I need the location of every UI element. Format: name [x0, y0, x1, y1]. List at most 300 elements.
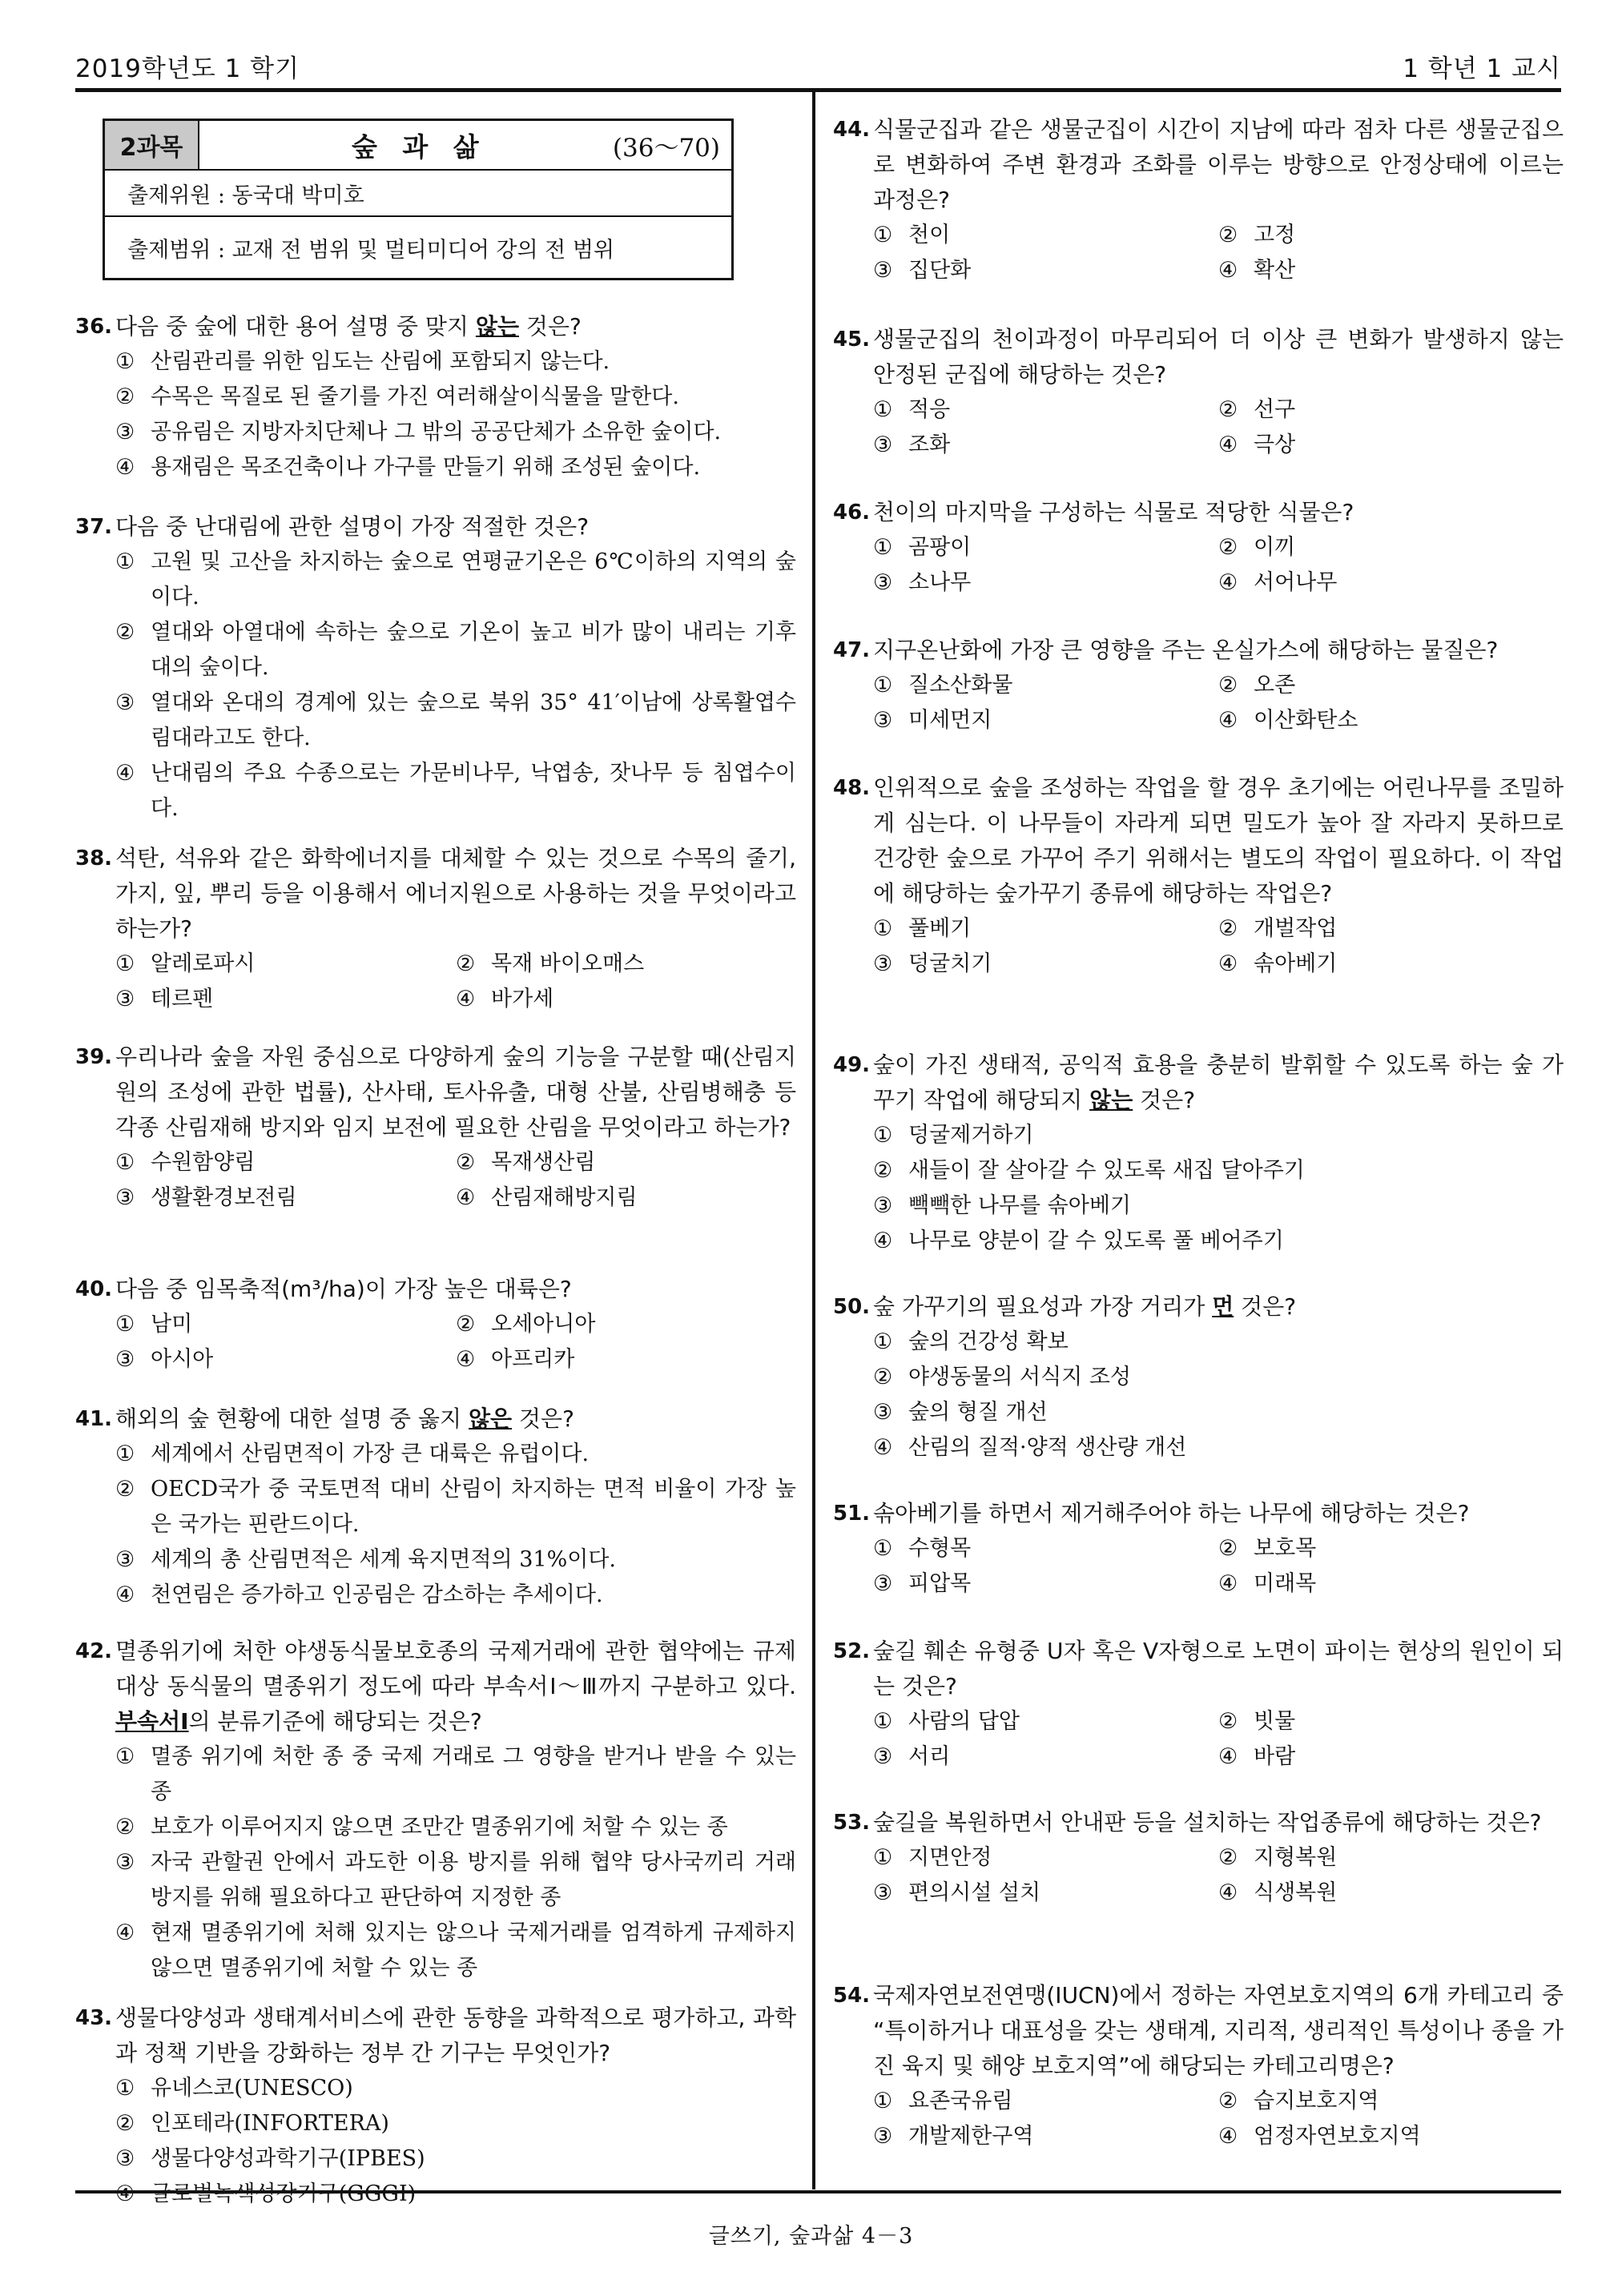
question-stem — [833, 112, 1564, 218]
question-stem — [833, 1805, 1564, 1840]
question-stem — [833, 1634, 1564, 1704]
answer-option[interactable] — [873, 2119, 1218, 2154]
answer-option[interactable] — [115, 1180, 456, 1216]
question-stem — [833, 633, 1564, 668]
answer-option[interactable] — [873, 911, 1218, 947]
option-text: 지면안정 — [908, 1845, 992, 1870]
question-number: 47. — [833, 638, 871, 662]
option-mark: ③ — [115, 1185, 135, 1210]
question-stem — [833, 1047, 1564, 1118]
option-text: 사람의 답압 — [908, 1709, 1020, 1734]
answer-option[interactable] — [115, 1437, 796, 1472]
option-text: 공유림은 지방자치단체나 그 밖의 공공단체가 소유한 숲이다. — [151, 420, 722, 444]
option-text: 산림관리를 위한 임도는 산림에 포함되지 않는다. — [151, 349, 610, 374]
answer-option[interactable] — [115, 545, 796, 615]
option-text: 고정 — [1254, 223, 1296, 247]
option-text: 극상 — [1254, 432, 1296, 457]
option-text: 새들이 잘 살아갈 수 있도록 새집 달아주기 — [908, 1158, 1305, 1183]
subject-name: 숲 과 삶 — [352, 131, 487, 163]
option-list — [873, 2084, 1564, 2154]
answer-option[interactable] — [873, 1360, 1564, 1395]
option-mark: ④ — [1218, 951, 1238, 976]
question-text: 지구온난화에 가장 큰 영향을 주는 온실가스에 해당하는 물질은? — [873, 637, 1499, 663]
option-text: 소나무 — [908, 570, 972, 595]
question-38 — [75, 841, 796, 1017]
question-number: 40. — [75, 1277, 113, 1301]
answer-option[interactable] — [873, 1325, 1564, 1360]
answer-option[interactable] — [1218, 218, 1564, 253]
answer-option[interactable] — [873, 1153, 1564, 1188]
answer-option[interactable] — [873, 253, 1218, 288]
option-mark: ② — [1218, 535, 1238, 560]
question-number: 37. — [75, 515, 113, 539]
option-mark: ② — [115, 384, 135, 409]
option-mark: ② — [1218, 2089, 1238, 2113]
option-text: 빽빽한 나무를 솎아베기 — [908, 1193, 1131, 1218]
question-number: 50. — [833, 1295, 871, 1319]
subject-box — [103, 119, 734, 280]
answer-option[interactable] — [115, 1342, 456, 1377]
option-text: 생활환경보전림 — [151, 1185, 297, 1210]
option-text: 피압목 — [908, 1571, 972, 1596]
option-mark: ④ — [115, 761, 135, 786]
option-mark: ③ — [873, 1400, 893, 1425]
answer-option[interactable] — [115, 756, 796, 826]
answer-option[interactable] — [115, 1542, 796, 1578]
answer-option[interactable] — [115, 1307, 456, 1342]
option-text: 멸종 위기에 처한 종 중 국제 거래로 그 영향을 받거나 받을 수 있는 종 — [151, 1744, 796, 1804]
option-list — [115, 344, 796, 485]
option-text: 덩굴치기 — [908, 951, 992, 976]
answer-option[interactable] — [115, 1845, 796, 1916]
answer-option[interactable] — [115, 450, 796, 485]
answer-option[interactable] — [873, 1840, 1218, 1876]
option-text: 아프리카 — [491, 1347, 575, 1372]
option-mark: ① — [115, 2076, 135, 2101]
question-52 — [833, 1634, 1564, 1775]
question-40 — [75, 1272, 796, 1377]
emphasis-word: 않는 — [475, 313, 519, 340]
option-text: 적응 — [908, 397, 951, 422]
answer-option[interactable] — [456, 982, 796, 1017]
option-list — [873, 530, 1564, 601]
answer-option[interactable] — [115, 1810, 796, 1845]
question-number: 53. — [833, 1811, 871, 1835]
question-text: 숲길을 복원하면서 안내판 등을 설치하는 작업종류에 해당하는 것은? — [873, 1809, 1542, 1836]
option-mark: ① — [873, 1123, 893, 1148]
option-text: 엄정자연보호지역 — [1254, 2124, 1421, 2149]
answer-option[interactable] — [115, 1916, 796, 1986]
answer-option[interactable] — [873, 1430, 1564, 1466]
option-text: 개벌작업 — [1254, 916, 1338, 941]
question-number: 39. — [75, 1045, 113, 1069]
question-text: 멸종위기에 처한 야생동식물보호종의 국제거래에 관한 협약에는 규제 대상 동식물의 멸종위기 정도에 따라 부속서Ⅰ～Ⅲ까지 구분하고 있다. 부속서Ⅰ의 분류기준에 해당되는 것은? — [115, 1638, 796, 1735]
answer-option[interactable] — [115, 380, 796, 415]
option-text: 오존 — [1254, 673, 1296, 698]
question-stem — [75, 509, 796, 545]
option-list — [873, 392, 1564, 463]
answer-option[interactable] — [1218, 530, 1564, 565]
option-mark: ④ — [1218, 570, 1238, 595]
answer-option[interactable] — [115, 1145, 456, 1180]
option-list — [873, 218, 1564, 288]
question-stem — [75, 1272, 796, 1307]
option-mark: ④ — [1218, 1571, 1238, 1596]
option-mark: ① — [873, 397, 893, 422]
option-mark: ② — [456, 951, 476, 976]
option-mark: ③ — [115, 1850, 135, 1875]
option-text: 보호목 — [1254, 1536, 1317, 1561]
option-mark: ③ — [115, 987, 135, 1011]
option-mark: ③ — [115, 2146, 135, 2171]
question-51 — [833, 1496, 1564, 1602]
option-text: 수원함양림 — [151, 1150, 256, 1175]
answer-option[interactable] — [1218, 668, 1564, 703]
option-mark: ① — [873, 1329, 893, 1354]
option-text: 선구 — [1254, 397, 1296, 422]
answer-option[interactable] — [873, 1224, 1564, 1259]
option-mark: ① — [873, 916, 893, 941]
option-list — [873, 911, 1564, 982]
answer-option[interactable] — [873, 428, 1218, 463]
question-number: 49. — [833, 1053, 871, 1077]
option-mark: ④ — [873, 1435, 893, 1460]
question-39 — [75, 1039, 796, 1216]
answer-option[interactable] — [1218, 703, 1564, 738]
answer-option[interactable] — [456, 1145, 796, 1180]
option-text: 인포테라(INFORTERA) — [151, 2111, 389, 2136]
question-stem — [833, 1978, 1564, 2084]
option-mark: ② — [115, 1477, 135, 1502]
question-number: 38. — [75, 846, 113, 871]
answer-option[interactable] — [115, 2106, 796, 2141]
option-mark: ② — [1218, 1536, 1238, 1561]
emphasis-word: 않은 — [468, 1405, 513, 1432]
answer-option[interactable] — [873, 1531, 1218, 1566]
answer-option[interactable] — [1218, 392, 1564, 428]
option-mark: ④ — [115, 1582, 135, 1607]
option-text: 숲의 건강성 확보 — [908, 1329, 1069, 1354]
question-number: 54. — [833, 1984, 871, 2008]
option-text: 용재림은 목조건축이나 가구를 만들기 위해 조성된 숲이다. — [151, 455, 701, 480]
option-list — [115, 1307, 796, 1377]
header-rule — [75, 88, 1561, 92]
question-number: 51. — [833, 1502, 871, 1526]
question-text: 다음 중 난대림에 관한 설명이 가장 적절한 것은? — [115, 513, 590, 540]
option-mark: ③ — [873, 708, 893, 733]
answer-option[interactable] — [873, 392, 1218, 428]
answer-option[interactable] — [873, 1739, 1218, 1775]
question-stem — [833, 1289, 1564, 1325]
option-mark: ③ — [873, 1880, 893, 1905]
option-text: 서리 — [908, 1744, 951, 1769]
option-mark: ④ — [1218, 1880, 1238, 1905]
answer-option[interactable] — [115, 1472, 796, 1542]
answer-option[interactable] — [1218, 1876, 1564, 1911]
option-mark: ② — [115, 2111, 135, 2136]
question-44 — [833, 112, 1564, 288]
option-mark: ② — [1218, 1709, 1238, 1734]
option-text: 난대림의 주요 수종으로는 가문비나무, 낙엽송, 잣나무 등 침엽수이다. — [151, 761, 796, 821]
answer-option[interactable] — [1218, 428, 1564, 463]
question-text: 숲이 가진 생태적, 공익적 효용을 충분히 발휘할 수 있도록 하는 숲 가꾸기 작업에 해당되지 않는 것은? — [873, 1051, 1564, 1113]
answer-option[interactable] — [115, 2071, 796, 2106]
answer-option[interactable] — [1218, 1531, 1564, 1566]
answer-option[interactable] — [456, 1342, 796, 1377]
answer-option[interactable] — [873, 1876, 1218, 1911]
option-text: 세계의 총 산림면적은 세계 육지면적의 31%이다. — [151, 1547, 616, 1572]
answer-option[interactable] — [115, 686, 796, 756]
answer-option[interactable] — [1218, 1739, 1564, 1775]
answer-option[interactable] — [456, 1180, 796, 1216]
option-mark: ④ — [1218, 432, 1238, 457]
option-mark: ③ — [873, 570, 893, 595]
question-text: 다음 중 숲에 대한 용어 설명 중 맞지 않는 것은? — [115, 313, 582, 340]
question-50 — [833, 1289, 1564, 1466]
question-text: 석탄, 석유와 같은 화학에너지를 대체할 수 있는 것으로 수목의 줄기, 가지, 잎, 뿌리 등을 이용해서 에너지원으로 사용하는 것을 무엇이라고 하는가? — [115, 845, 796, 942]
answer-option[interactable] — [1218, 2084, 1564, 2119]
question-49 — [833, 1047, 1564, 1259]
emphasis-word: 부속서Ⅰ — [115, 1708, 189, 1735]
option-list — [115, 1739, 796, 1986]
option-mark: ① — [873, 2089, 893, 2113]
option-text: 천이 — [908, 223, 951, 247]
option-text: 바가세 — [491, 987, 554, 1011]
option-mark: ③ — [873, 1571, 893, 1596]
option-text: 보호가 이루어지지 않으면 조만간 멸종위기에 처할 수 있는 종 — [151, 1815, 728, 1840]
question-text: 인위적으로 숲을 조성하는 작업을 할 경우 초기에는 어린나무를 조밀하게 심는다. 이 나무들이 자라게 되면 밀도가 높아 잘 자라지 못하므로 건강한 숲으로 가꾸어 주기 위해서는 별도의 작업이 필요하다. 이 작업에 해당하는 숲가꾸기 종류에 해당하는 작업은? — [873, 774, 1564, 907]
option-mark: ① — [873, 223, 893, 247]
option-text: 목재생산림 — [491, 1150, 596, 1175]
answer-option[interactable] — [873, 530, 1218, 565]
question-text: 식물군집과 같은 생물군집이 시간이 지남에 따라 점차 다른 생물군집으로 변화하여 주변 환경과 조화를 이루는 방향으로 안정상태에 이르는 과정은? — [873, 116, 1564, 213]
option-text: 산림의 질적·양적 생산량 개선 — [908, 1435, 1187, 1460]
question-number: 46. — [833, 501, 871, 525]
option-mark: ① — [873, 535, 893, 560]
footer-rule — [75, 2190, 1561, 2193]
answer-option[interactable] — [873, 703, 1218, 738]
answer-option[interactable] — [115, 415, 796, 450]
option-mark: ② — [1218, 223, 1238, 247]
option-text: 바람 — [1254, 1744, 1296, 1769]
question-text: 다음 중 임목축적(m³/ha)이 가장 높은 대륙은? — [115, 1276, 572, 1302]
answer-option[interactable] — [873, 947, 1218, 982]
option-text: 유네스코(UNESCO) — [151, 2076, 353, 2101]
option-text: 야생동물의 서식지 조성 — [908, 1365, 1131, 1389]
option-list — [873, 668, 1564, 738]
question-number: 41. — [75, 1407, 113, 1431]
option-text: 확산 — [1254, 258, 1296, 283]
option-text: 글로벌녹색성장기구(GGGI) — [151, 2181, 417, 2206]
option-text: 목재 바이오매스 — [491, 951, 645, 976]
option-text: 풀베기 — [908, 916, 972, 941]
answer-option[interactable] — [1218, 565, 1564, 601]
question-number: 42. — [75, 1639, 113, 1663]
answer-option[interactable] — [1218, 1840, 1564, 1876]
option-text: 솎아베기 — [1254, 951, 1338, 976]
option-mark: ③ — [873, 1193, 893, 1218]
option-mark: ④ — [456, 1347, 476, 1372]
option-mark: ④ — [456, 1185, 476, 1210]
option-mark: ③ — [115, 1547, 135, 1572]
answer-option[interactable] — [873, 668, 1218, 703]
option-text: 남미 — [151, 1312, 193, 1337]
option-list — [115, 545, 796, 826]
question-46 — [833, 495, 1564, 601]
option-text: 열대와 아열대에 속하는 숲으로 기온이 높고 비가 많이 내리는 기후대의 숲이다. — [151, 620, 796, 680]
option-text: 이산화탄소 — [1254, 708, 1358, 733]
option-text: 미세먼지 — [908, 708, 992, 733]
question-stem — [75, 841, 796, 947]
option-list — [873, 1704, 1564, 1775]
option-mark: ③ — [873, 1744, 893, 1769]
option-text: 지형복원 — [1254, 1845, 1338, 1870]
answer-option[interactable] — [1218, 911, 1564, 947]
option-mark: ② — [873, 1365, 893, 1389]
option-text: 수형목 — [908, 1536, 972, 1561]
answer-option[interactable] — [115, 2141, 796, 2177]
option-mark: ④ — [1218, 1744, 1238, 1769]
option-list — [115, 947, 796, 1017]
option-mark: ② — [1218, 673, 1238, 698]
answer-option[interactable] — [873, 1188, 1564, 1224]
option-mark: ② — [456, 1312, 476, 1337]
option-mark: ④ — [1218, 258, 1238, 283]
question-text: 천이의 마지막을 구성하는 식물로 적당한 식물은? — [873, 499, 1354, 525]
answer-option[interactable] — [873, 565, 1218, 601]
answer-option[interactable] — [115, 947, 456, 982]
answer-option[interactable] — [115, 2177, 796, 2212]
answer-option[interactable] — [873, 1704, 1218, 1739]
subject-scope: 출제범위 : 교재 전 범위 및 멀티미디어 강의 전 범위 — [127, 237, 614, 263]
option-text: 요존국유림 — [908, 2089, 1013, 2113]
question-37 — [75, 509, 796, 826]
emphasis-word: 먼 — [1212, 1293, 1234, 1320]
answer-option[interactable] — [456, 947, 796, 982]
question-stem — [75, 309, 796, 344]
question-text: 솎아베기를 하면서 제거해주어야 하는 나무에 해당하는 것은? — [873, 1500, 1470, 1526]
option-mark: ② — [1218, 1845, 1238, 1870]
option-text: 서어나무 — [1254, 570, 1338, 595]
option-mark: ① — [873, 1536, 893, 1561]
header-grade-period: 1 학년 1 교시 — [1403, 54, 1561, 83]
answer-option[interactable] — [456, 1307, 796, 1342]
option-mark: ② — [115, 620, 135, 645]
option-mark: ① — [115, 951, 135, 976]
option-text: 세계에서 산림면적이 가장 큰 대륙은 유럽이다. — [151, 1442, 590, 1466]
subject-label: 2과목 — [105, 121, 199, 169]
option-mark: ② — [456, 1150, 476, 1175]
option-mark: ① — [115, 1150, 135, 1175]
option-text: 자국 관할권 안에서 과도한 이용 방지를 위해 협약 당사국끼리 거래 방지를 위해 필요하다고 판단하여 지정한 종 — [151, 1850, 796, 1910]
answer-option[interactable] — [115, 344, 796, 380]
option-mark: ③ — [115, 690, 135, 715]
option-list — [873, 1325, 1564, 1466]
answer-option[interactable] — [115, 1578, 796, 1613]
option-mark: ② — [1218, 916, 1238, 941]
option-text: 나무로 양분이 갈 수 있도록 풀 베어주기 — [908, 1228, 1284, 1253]
option-text: 알레로파시 — [151, 951, 256, 976]
option-mark: ① — [873, 1709, 893, 1734]
option-mark: ② — [873, 1158, 893, 1183]
question-number: 43. — [75, 2006, 113, 2030]
option-mark: ③ — [115, 420, 135, 444]
option-mark: ③ — [873, 2124, 893, 2149]
option-text: 열대와 온대의 경계에 있는 숲으로 북위 35° 41′이남에 상록활엽수림대라고도 한다. — [151, 690, 796, 750]
answer-option[interactable] — [1218, 253, 1564, 288]
answer-option[interactable] — [873, 1566, 1218, 1602]
option-list — [873, 1840, 1564, 1911]
column-divider — [812, 91, 815, 2189]
question-stem — [833, 1496, 1564, 1531]
option-mark: ④ — [1218, 2124, 1238, 2149]
option-mark: ② — [1218, 397, 1238, 422]
answer-option[interactable] — [873, 1118, 1564, 1153]
option-mark: ④ — [873, 1228, 893, 1253]
question-number: 48. — [833, 776, 871, 800]
option-text: 숲의 형질 개선 — [908, 1400, 1048, 1425]
question-43 — [75, 2000, 796, 2212]
option-text: 조화 — [908, 432, 951, 457]
option-text: 질소산화물 — [908, 673, 1013, 698]
question-45 — [833, 322, 1564, 463]
emphasis-word: 않는 — [1089, 1087, 1133, 1113]
option-mark: ① — [115, 1442, 135, 1466]
question-stem — [833, 322, 1564, 392]
header-semester: 2019학년도 1 학기 — [75, 54, 300, 83]
answer-option[interactable] — [115, 1739, 796, 1810]
option-text: 오세아니아 — [491, 1312, 596, 1337]
answer-option[interactable] — [115, 615, 796, 686]
question-text: 국제자연보전연맹(IUCN)에서 정하는 자연보호지역의 6개 카테고리 중 “특이하거나 대표성을 갖는 생태계, 지리적, 생리적인 특성이나 종을 가진 육지 및 해양 보호지역”에 해당되는 카테고리명은? — [873, 1982, 1564, 2079]
answer-option[interactable] — [115, 982, 456, 1017]
answer-option[interactable] — [873, 1395, 1564, 1430]
question-54 — [833, 1978, 1564, 2154]
question-number: 52. — [833, 1639, 871, 1663]
question-text: 숲길 훼손 유형중 U자 혹은 V자형으로 노면이 파이는 현상의 원인이 되는 것은? — [873, 1638, 1564, 1699]
answer-option[interactable] — [1218, 2119, 1564, 2154]
option-mark: ① — [873, 1845, 893, 1870]
subject-author: 출제위원 : 동국대 박미호 — [105, 171, 731, 217]
answer-option[interactable] — [1218, 1566, 1564, 1602]
question-text: 해외의 숲 현황에 대한 설명 중 옳지 않은 것은? — [115, 1405, 574, 1432]
answer-option[interactable] — [873, 218, 1218, 253]
option-mark: ① — [873, 673, 893, 698]
option-text: 덩굴제거하기 — [908, 1123, 1034, 1148]
option-list — [115, 1145, 796, 1216]
question-48 — [833, 770, 1564, 982]
question-36 — [75, 309, 796, 485]
answer-option[interactable] — [1218, 947, 1564, 982]
question-text: 우리나라 숲을 자원 중심으로 다양하게 숲의 기능을 구분할 때(산림지원의 조성에 관한 법률), 산사태, 토사유출, 대형 산불, 산림병해충 등 각종 산림재해 방지와 임지 보전에 필요한 산림을 무엇이라고 하는가? — [115, 1043, 796, 1140]
question-stem — [75, 1401, 796, 1437]
question-text: 생물다양성과 생태계서비스에 관한 동향을 과학적으로 평가하고, 과학과 정책 기반을 강화하는 정부 간 기구는 무엇인가? — [115, 2004, 796, 2066]
option-text: 편의시설 설치 — [908, 1880, 1041, 1905]
subject-range: (36～70) — [612, 133, 720, 163]
option-text: 식생복원 — [1254, 1880, 1338, 1905]
option-list — [873, 1118, 1564, 1259]
answer-option[interactable] — [873, 2084, 1218, 2119]
answer-option[interactable] — [1218, 1704, 1564, 1739]
question-41 — [75, 1401, 796, 1613]
option-mark: ① — [115, 1744, 135, 1769]
option-mark: ③ — [873, 951, 893, 976]
question-number: 36. — [75, 315, 113, 339]
question-number: 45. — [833, 328, 871, 352]
question-stem — [75, 2000, 796, 2071]
option-mark: ① — [115, 1312, 135, 1337]
option-mark: ④ — [456, 987, 476, 1011]
